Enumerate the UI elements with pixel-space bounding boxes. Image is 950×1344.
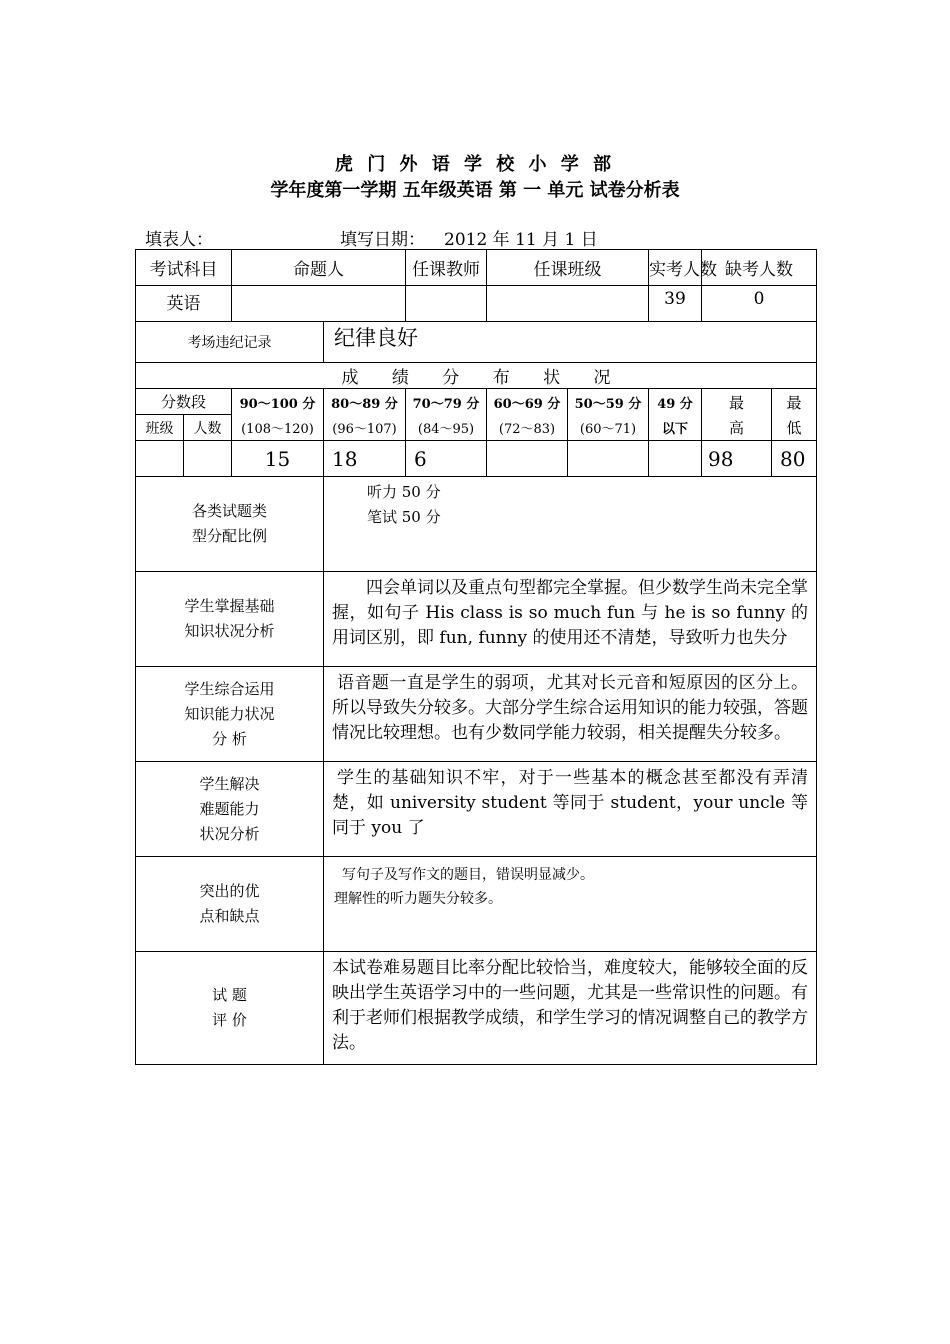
value-attended: 39 — [649, 286, 702, 322]
band-80-89: 80～89 分 (96～107) — [324, 389, 406, 441]
header-absent: 缺考人数 — [702, 250, 817, 286]
value-band-90-100: 15 — [232, 441, 324, 477]
filler-label: 填表人： — [145, 230, 213, 250]
date-label: 填写日期： — [340, 230, 425, 250]
ratio-label: 各类试题类 型分配比例 — [136, 477, 324, 572]
distribution-title: 成 绩 分 布 状 况 — [136, 363, 817, 389]
header-class: 任课班级 — [487, 250, 649, 286]
school-title: 虎 门 外 语 学 校 小 学 部 — [334, 154, 616, 175]
value-band-70-79: 6 — [406, 441, 487, 477]
report-subtitle: 学年度第一学期 五年级英语 第 一 单元 试卷分析表 — [270, 180, 680, 201]
band-70-79: 70～79 分 (84～95) — [406, 389, 487, 441]
value-absent: 0 — [702, 286, 817, 322]
problem-solving-label: 学生解决 难题能力 状况分析 — [136, 762, 324, 857]
ratio-content — [324, 477, 817, 572]
strengths-label: 突出的优 点和缺点 — [136, 857, 324, 952]
highest-label: 最 高 — [702, 389, 772, 441]
lowest-value: 80 — [772, 441, 817, 477]
strength-line: 写句子及写作文的题目，错误明显减少。 — [342, 867, 594, 883]
basic-knowledge-label: 学生掌握基础 知识状况分析 — [136, 572, 324, 667]
class-label: 班级 — [136, 415, 184, 441]
score-band-label: 分数段 — [136, 389, 232, 415]
band-50-59: 50～59 分 (60～71) — [568, 389, 649, 441]
lowest-label: 最 低 — [772, 389, 817, 441]
band-below-49: 49 分 以下 — [649, 389, 702, 441]
header-teacher: 任课教师 — [406, 250, 487, 286]
value-band-below-49 — [649, 441, 702, 477]
strengths-content — [324, 857, 817, 952]
discipline-label: 考场违纪记录 — [136, 322, 324, 363]
count-label: 人数 — [184, 415, 232, 441]
header-author: 命题人 — [232, 250, 406, 286]
comprehensive-text: 语音题一直是学生的弱项，尤其对长元音和短原因的区分上。所以导致失分较多。大部分学生综合运用知识的能力较强，答题情况比较理想。也有少数同学能力较弱，相关提醒失分较多。 — [324, 667, 817, 762]
header-attended: 实考人数 — [649, 250, 702, 286]
ratio-listening: 听力 50 分 — [367, 483, 441, 501]
value-band-50-59 — [568, 441, 649, 477]
evaluation-label: 试 题 评 价 — [136, 952, 324, 1065]
ratio-written: 笔试 50 分 — [367, 508, 441, 526]
band-60-69: 60～69 分 (72～83) — [487, 389, 568, 441]
value-band-60-69 — [487, 441, 568, 477]
value-class — [487, 286, 649, 322]
analysis-table — [135, 249, 817, 1065]
header-subject: 考试科目 — [136, 250, 232, 286]
evaluation-text: 本试卷难易题目比率分配比较恰当，难度较大，能够较全面的反映出学生英语学习中的一些问题，尤其是一些常识性的问题。有利于老师们根据教学成绩，和学生学习的情况调整自己的教学方法。 — [324, 952, 817, 1065]
class-value — [136, 441, 184, 477]
band-90-100: 90～100 分 (108～120) — [232, 389, 324, 441]
comprehensive-label: 学生综合运用 知识能力状况 分 析 — [136, 667, 324, 762]
basic-knowledge-text: 四会单词以及重点句型都完全掌握。但少数学生尚未完全掌握，如句子 His class is so much fun 与 he is so funny 的用词区别，即 fun, funny 的使用还不清楚，导致听力也失分 — [324, 572, 817, 667]
highest-value: 98 — [702, 441, 772, 477]
value-author — [232, 286, 406, 322]
date-value: 2012 年 11 月 1 日 — [444, 230, 598, 250]
weakness-line: 理解性的听力题失分较多。 — [334, 891, 502, 907]
value-band-80-89: 18 — [324, 441, 406, 477]
problem-solving-text: 学生的基础知识不牢，对于一些基本的概念甚至都没有弄清楚，如 university student 等同于 student，your uncle 等同于 you 了 — [324, 762, 817, 857]
discipline-value: 纪律良好 — [324, 322, 817, 363]
value-teacher — [406, 286, 487, 322]
count-value — [184, 441, 232, 477]
value-subject: 英语 — [136, 286, 232, 322]
